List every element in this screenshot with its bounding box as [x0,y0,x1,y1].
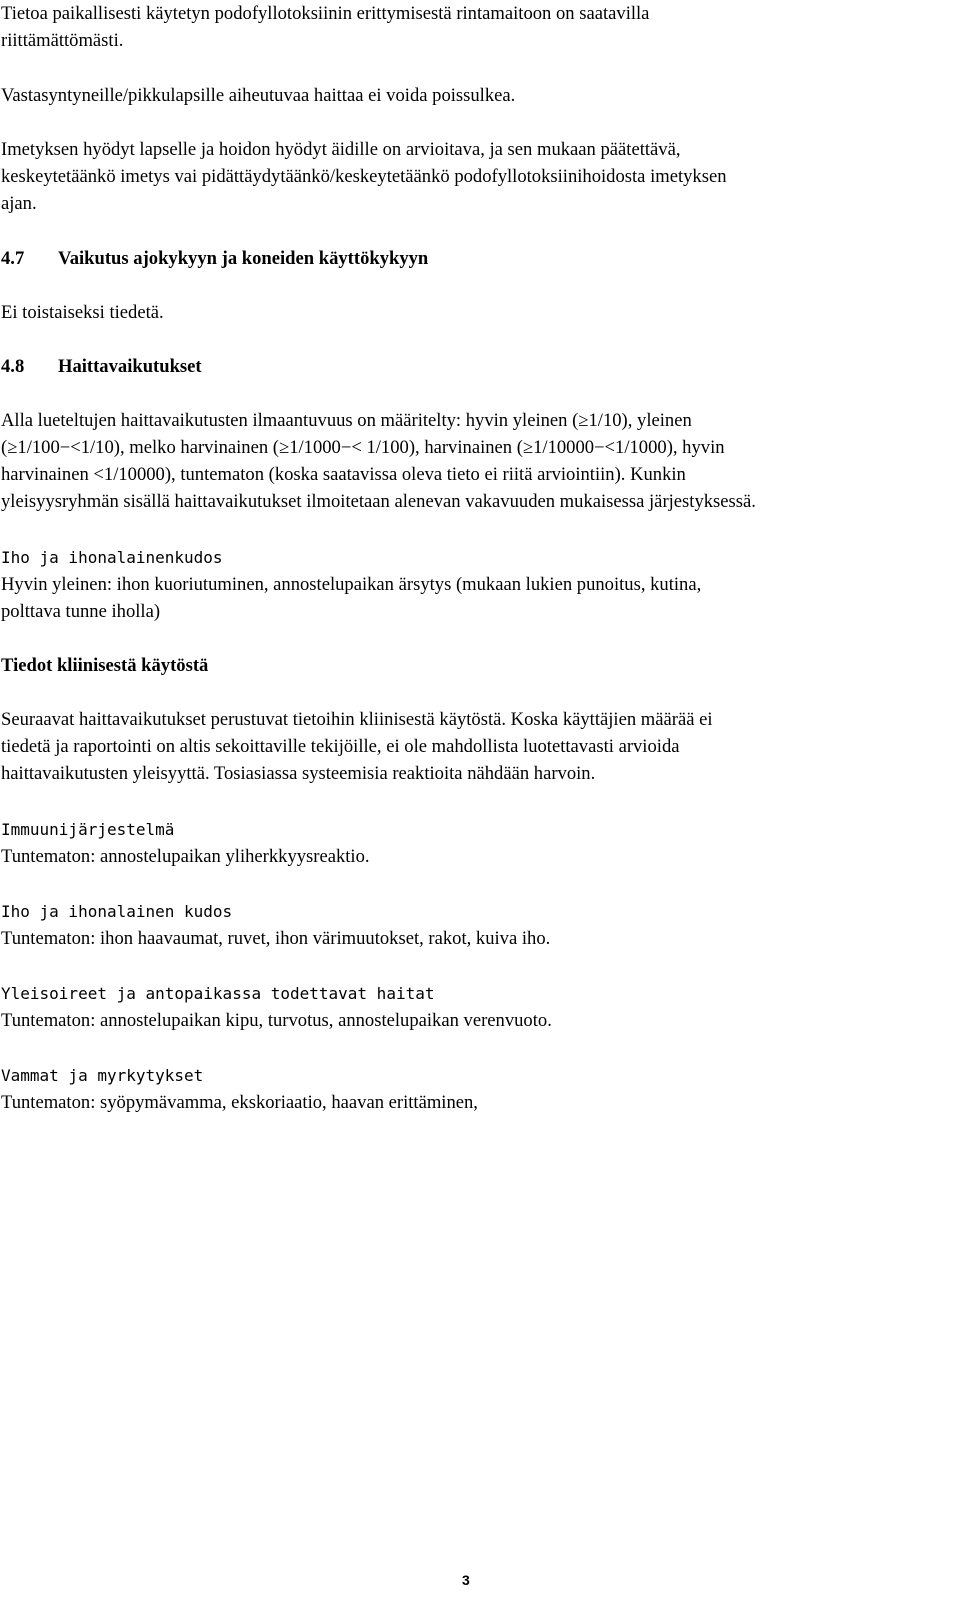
text-line: Tuntematon: syöpymävamma, ekskoriaatio, haavan erittäminen, [1,1092,478,1113]
intro-paragraph-2 [1,82,951,109]
clinical-use-paragraph [1,706,951,787]
organ-class-title: Iho ja ihonalainenkudos [1,548,223,567]
text-line: tiedetä ja raportointi on altis sekoittaville tekijöille, ei ole mahdollista luotettavasti arvioida [1,736,680,757]
text-line: Tietoa paikallisesti käytetyn podofyllotoksiinin erittymisestä rintamaitoon on saatavilla [1,3,650,24]
clinical-use-heading [1,652,951,679]
section-number: 4.8 [1,356,25,377]
clinical-use-title: Tiedot kliinisestä käytöstä [1,655,209,676]
adverse-group [1,816,951,870]
text-line: Imetyksen hyödyt lapselle ja hoidon hyödyt äidille on arvioitava, ja sen mukaan päätettävä, [1,139,681,160]
text-line: Alla lueteltujen haittavaikutusten ilmaantuvuus on määritelty: hyvin yleinen (≥1/10), yleinen [1,410,692,431]
text-line: Tuntematon: annostelupaikan kipu, turvotus, annostelupaikan verenvuoto. [1,1010,552,1031]
organ-class-title: Iho ja ihonalainen kudos [1,902,233,921]
text-line: Seuraavat haittavaikutukset perustuvat tietoihin kliinisestä käytöstä. Koska käyttäjien määrää ei [1,709,713,730]
section-title: Vaikutus ajokykyyn ja koneiden käyttökykyyn [58,248,429,269]
adverse-group [1,980,951,1034]
section-4-7-text [1,299,951,326]
skin-reactions-paragraph [1,544,951,625]
text-line: harvinainen <1/10000), tuntematon (koska saatavissa oleva tieto ei riitä arviointiin). Kunkin [1,464,686,485]
text-line: yleisyysryhmän sisällä haittavaikutukset ilmoitetaan alenevan vakavuuden mukaisessa järjestyksessä. [1,491,756,512]
section-number: 4.7 [1,248,25,269]
text-line: riittämättömästi. [1,30,124,51]
frequency-definition-paragraph [1,407,951,515]
text-line: ajan. [1,193,37,214]
intro-paragraph-1 [1,0,951,54]
page-number: 3 [462,1572,470,1588]
adverse-group [1,898,951,952]
text-line: Tuntematon: ihon haavaumat, ruvet, ihon värimuutokset, rakot, kuiva iho. [1,928,551,949]
text-line: keskeytetäänkö imetys vai pidättäydytäänkö/keskeytetäänkö podofyllotoksiinihoidosta imetyksen [1,166,727,187]
text-line: Vastasyntyneille/pikkulapsille aiheutuvaa haittaa ei voida poissulkea. [1,85,516,106]
text-line: polttava tunne iholla) [1,601,161,622]
text-line: Ei toistaiseksi tiedetä. [1,302,164,323]
text-line: Tuntematon: annostelupaikan yliherkkyysreaktio. [1,846,370,867]
organ-class-title: Yleisoireet ja antopaikassa todettavat haitat [1,984,435,1003]
text-line: haittavaikutusten yleisyyttä. Tosiasiassa systeemisia reaktioita nähdään harvoin. [1,763,596,784]
adverse-group [1,1062,951,1116]
text-line: (≥1/100−<1/10), melko harvinainen (≥1/1000−< 1/100), harvinainen (≥1/10000−<1/1000), hyvin [1,437,725,458]
organ-class-title: Vammat ja myrkytykset [1,1066,204,1085]
section-4-8-heading [1,353,951,380]
text-line: Hyvin yleinen: ihon kuoriutuminen, annostelupaikan ärsytys (mukaan lukien punoitus, kutina, [1,574,702,595]
section-title: Haittavaikutukset [58,356,202,377]
section-4-7-heading [1,245,951,272]
organ-class-title: Immuunijärjestelmä [1,820,175,839]
intro-paragraph-3 [1,136,951,217]
